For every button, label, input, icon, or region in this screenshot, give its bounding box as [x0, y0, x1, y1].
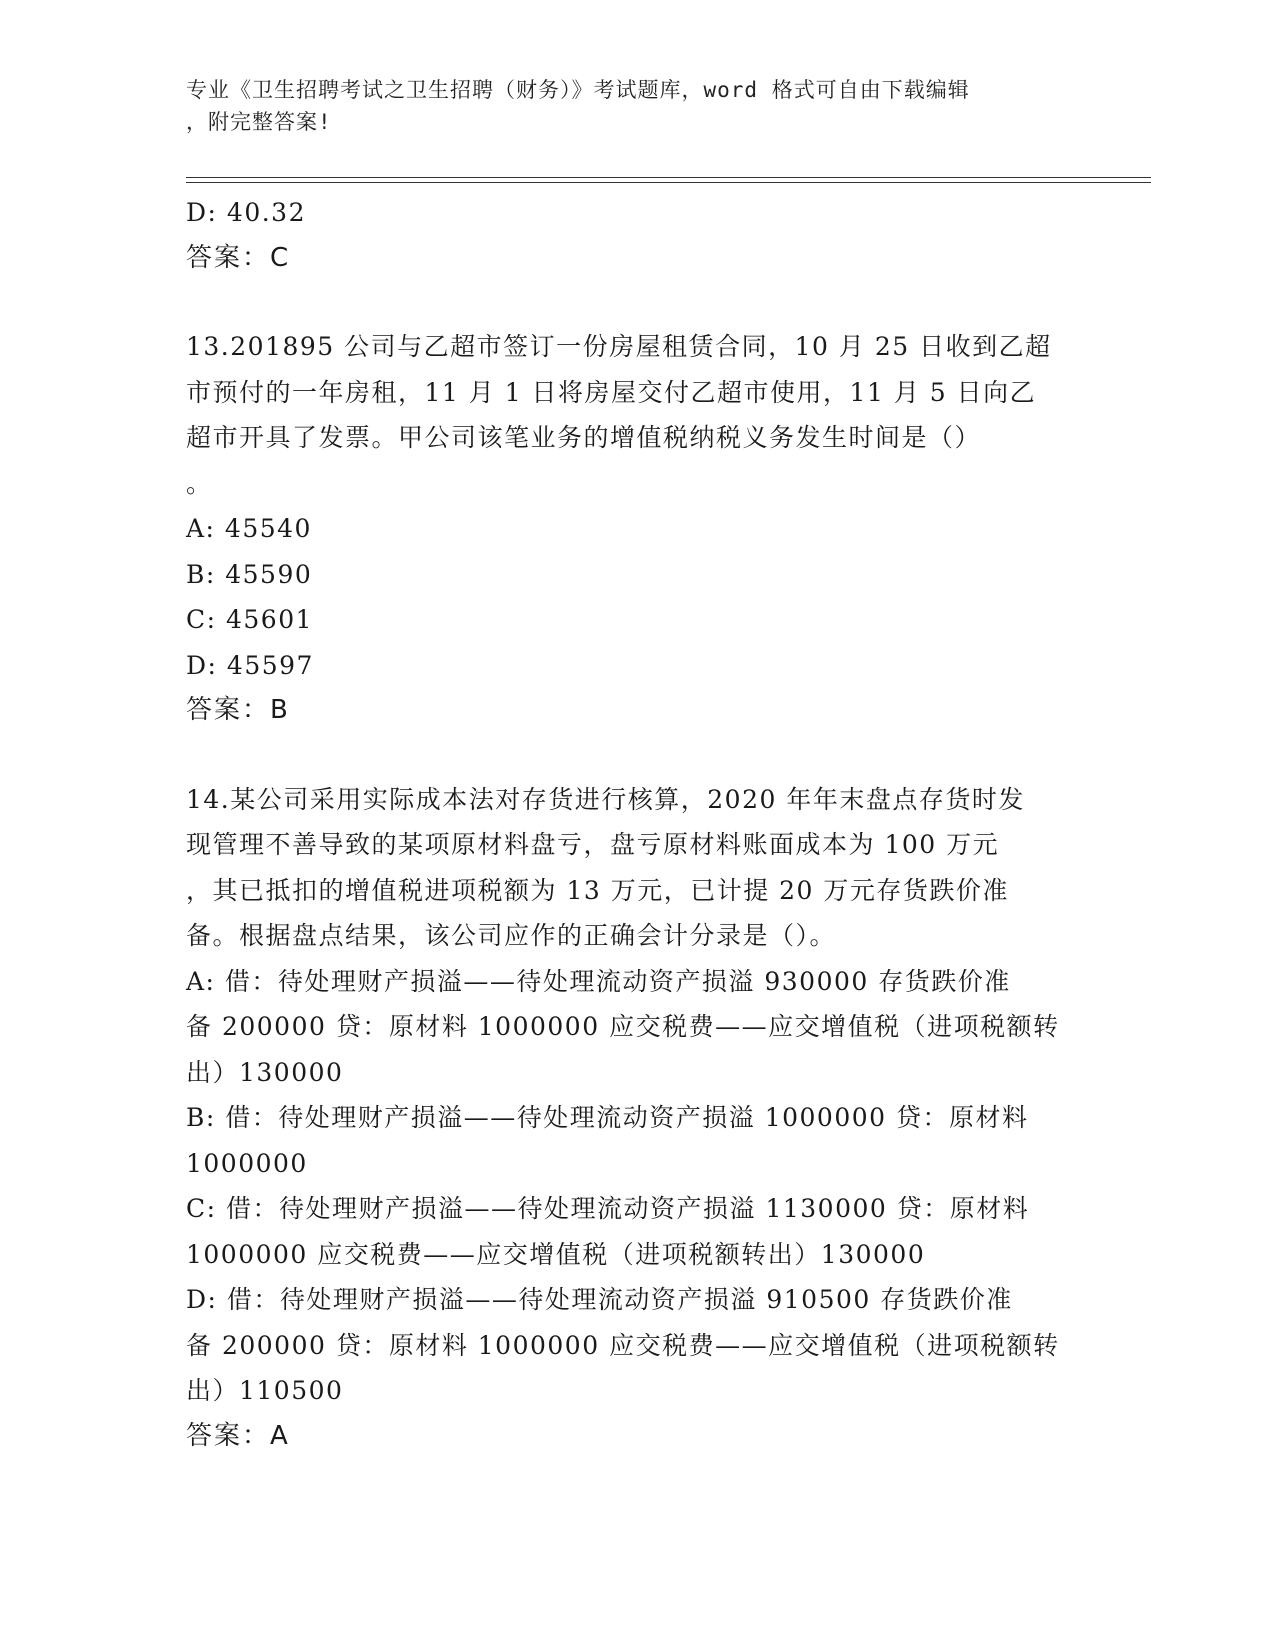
- option-c-line: C: 借：待处理财产损溢——待处理流动资产损溢 1130000 贷：原材料: [186, 1194, 1030, 1223]
- option-b: B: 45590: [186, 559, 313, 589]
- spacer: [186, 734, 1086, 777]
- answer-line: 答案：B: [186, 695, 290, 725]
- option-d: D: 40.32: [186, 198, 306, 227]
- option-c-line: 1000000 应交税费——应交增值税（进项税额转出）130000: [186, 1239, 926, 1269]
- previous-question-tail: [186, 190, 1086, 281]
- question-stem-line: 备。根据盘点结果，该公司应作的正确会计分录是（）。: [186, 921, 837, 950]
- question-stem-line: 。: [186, 468, 213, 498]
- question-stem-line: 市预付的一年房租，11 月 1 日将房屋交付乙超市使用，11 月 5 日向乙: [186, 377, 1037, 407]
- question-stem-line: ，其已抵扣的增值税进项税额为 13 万元，已计提 20 万元存货跌价准: [186, 875, 1009, 905]
- question-stem-line: 13.201895 公司与乙超市签订一份房屋租赁合同，10 月 25 日收到乙超: [186, 332, 1052, 361]
- option-a-line: 备 200000 贷：原材料 1000000 应交税费——应交增值税（进项税额转: [186, 1012, 1060, 1041]
- option-d-line: 备 200000 贷：原材料 1000000 应交税费——应交增值税（进项税额转: [186, 1330, 1060, 1360]
- page-header: [186, 74, 1086, 138]
- option-c: C: 45601: [186, 605, 314, 634]
- option-d-line: 出）110500: [186, 1376, 344, 1405]
- option-b-line: 1000000: [186, 1148, 308, 1178]
- answer-line: 答案：A: [186, 1420, 290, 1451]
- option-a-line: A: 借：待处理财产损溢——待处理流动资产损溢 930000 存货跌价准: [186, 966, 1011, 996]
- question-stem-line: 超市开具了发票。甲公司该笔业务的增值税纳税义务发生时间是（）: [186, 423, 982, 452]
- option-a: A: 45540: [186, 514, 312, 543]
- header-line-2: ，附完整答案!: [186, 110, 332, 134]
- question-14: [186, 777, 1086, 1460]
- option-d-line: D: 借：待处理财产损溢——待处理流动资产损溢 910500 存货跌价准: [186, 1285, 1013, 1314]
- header-line-1: 专业《卫生招聘考试之卫生招聘（财务）》考试题库，word 格式可自由下载编辑: [186, 78, 970, 102]
- option-d: D: 45597: [186, 650, 314, 680]
- option-a-line: 出）130000: [186, 1057, 344, 1087]
- header-rule-top: [186, 177, 1151, 178]
- document-body: [186, 190, 1086, 1459]
- option-b-line: B: 借：待处理财产损溢——待处理流动资产损溢 1000000 贷：原材料: [186, 1103, 1029, 1132]
- header-rule-bottom: [186, 182, 1151, 183]
- question-stem-line: 14.某公司采用实际成本法对存货进行核算，2020 年年末盘点存货时发: [186, 784, 1025, 814]
- spacer: [186, 281, 1086, 324]
- question-13: [186, 324, 1086, 734]
- question-stem-line: 现管理不善导致的某项原材料盘亏，盘亏原材料账面成本为 100 万元: [186, 830, 1000, 859]
- answer-line: 答案：C: [186, 242, 291, 273]
